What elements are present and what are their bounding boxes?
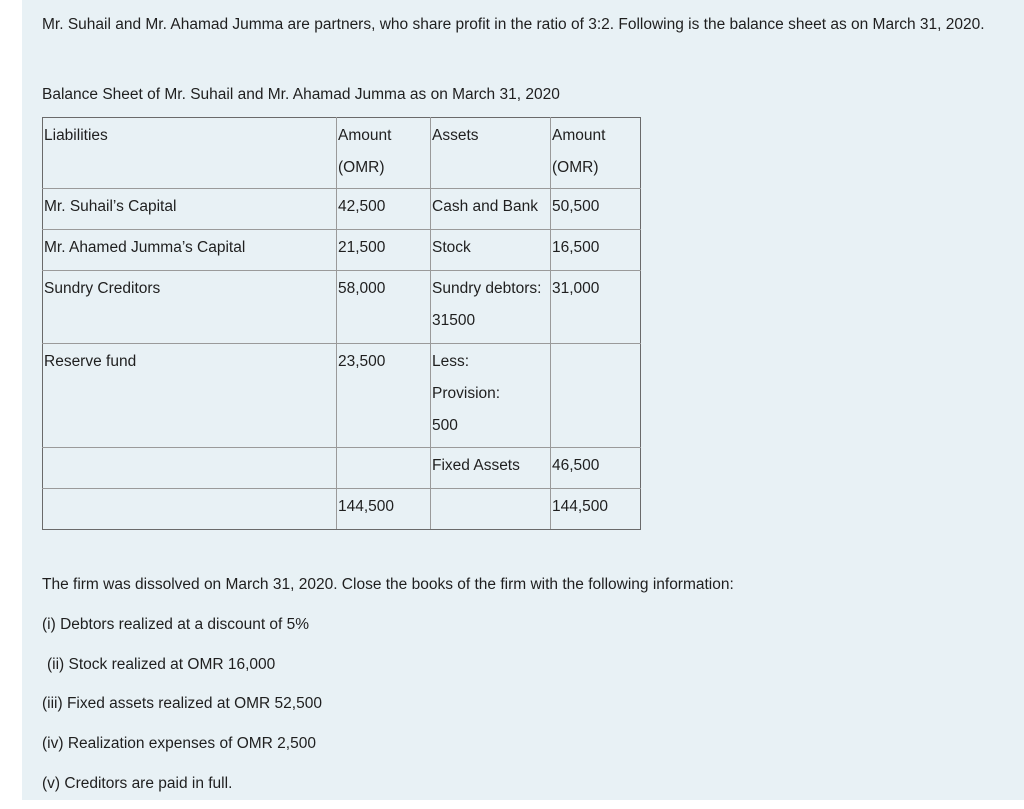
table-row xyxy=(43,271,641,344)
header-liability-amount xyxy=(337,118,431,189)
liability-total-cell: 144,500 xyxy=(337,489,431,530)
condition-item: (iii) Fixed assets realized at OMR 52,500 xyxy=(42,695,322,713)
asset-amount-cell: 46,500 xyxy=(551,448,641,489)
dissolution-conditions xyxy=(42,570,1002,809)
header-liability-amount-line1: Amount xyxy=(338,127,392,144)
table-row xyxy=(43,448,641,489)
table-row xyxy=(43,230,641,271)
liability-cell: Mr. Ahamed Jumma’s Capital xyxy=(43,230,337,271)
asset-cell: Cash and Bank xyxy=(431,189,551,230)
liability-cell xyxy=(43,489,337,530)
liability-amount-cell: 23,500 xyxy=(337,344,431,448)
asset-cell: Stock xyxy=(431,230,551,271)
table-row xyxy=(43,189,641,230)
header-assets: Assets xyxy=(431,118,551,189)
condition-item: (v) Creditors are paid in full. xyxy=(42,774,233,792)
liability-amount-cell xyxy=(337,448,431,489)
header-liabilities: Liabilities xyxy=(43,118,337,189)
asset-amount-cell: 31,000 xyxy=(551,271,641,344)
table-header-row xyxy=(43,118,641,189)
asset-amount-cell: 16,500 xyxy=(551,230,641,271)
header-asset-amount-line1: Amount xyxy=(552,127,606,144)
asset-cell xyxy=(431,489,551,530)
header-liability-amount-line2: (OMR) xyxy=(338,159,385,176)
balance-sheet-caption: Balance Sheet of Mr. Suhail and Mr. Ahamad Jumma as on March 31, 2020 xyxy=(42,86,560,103)
condition-item: (i) Debtors realized at a discount of 5% xyxy=(42,615,310,633)
liability-cell: Sundry Creditors xyxy=(43,271,337,344)
intro-paragraph: Mr. Suhail and Mr. Ahamad Jumma are partners, who share profit in the ratio of 3:2. Following is the balance sheet as on March 31, 2020. xyxy=(42,16,985,33)
asset-line: Provision: xyxy=(432,385,501,402)
liability-cell xyxy=(43,448,337,489)
header-asset-amount xyxy=(551,118,641,189)
liability-amount-cell: 21,500 xyxy=(337,230,431,271)
liability-cell: Mr. Suhail’s Capital xyxy=(43,189,337,230)
balance-sheet-table xyxy=(42,117,641,530)
asset-line: Less: xyxy=(432,353,470,370)
asset-total-cell: 144,500 xyxy=(551,489,641,530)
asset-cell: Fixed Assets xyxy=(431,448,551,489)
table-row xyxy=(43,344,641,448)
header-asset-amount-line2: (OMR) xyxy=(552,159,599,176)
asset-cell xyxy=(431,344,551,448)
asset-amount-cell xyxy=(551,344,641,448)
asset-line: 500 xyxy=(432,417,458,434)
condition-item: (ii) Stock realized at OMR 16,000 xyxy=(47,655,276,673)
liability-cell: Reserve fund xyxy=(43,344,337,448)
liability-amount-cell: 42,500 xyxy=(337,189,431,230)
asset-amount-cell: 50,500 xyxy=(551,189,641,230)
dissolution-statement: The firm was dissolved on March 31, 2020. Close the books of the firm with the following information: xyxy=(42,576,734,593)
asset-cell xyxy=(431,271,551,344)
asset-line: 31500 xyxy=(432,312,476,329)
liability-amount-cell: 58,000 xyxy=(337,271,431,344)
condition-item: (iv) Realization expenses of OMR 2,500 xyxy=(42,735,316,753)
asset-line: Sundry debtors: xyxy=(432,280,542,297)
table-total-row xyxy=(43,489,641,530)
document-page xyxy=(22,0,1024,800)
